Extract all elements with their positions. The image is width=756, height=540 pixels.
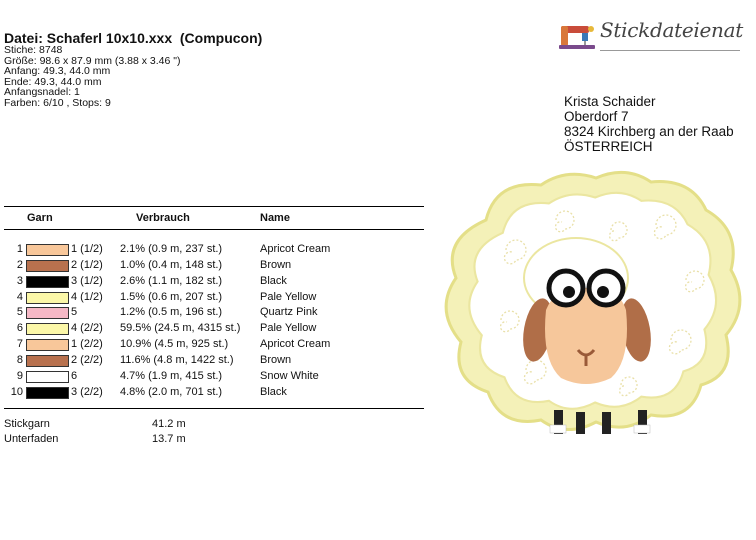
thread-usage: 11.6% (4.8 m, 1422 st.) — [120, 353, 234, 366]
thread-usage: 1.5% (0.6 m, 207 st.) — [120, 290, 223, 303]
needle-number: 4 (1/2) — [71, 290, 103, 303]
start-point: Anfang: 49.3, 44.0 mm — [4, 65, 111, 78]
row-index: 5 — [16, 306, 23, 319]
row-index: 9 — [16, 369, 23, 382]
color-name: Apricot Cream — [260, 338, 331, 351]
row-index: 6 — [16, 322, 23, 335]
needle-number: 4 (2/2) — [71, 322, 103, 335]
bobbin-total-value: 13.7 m — [152, 433, 186, 445]
color-swatch — [26, 323, 69, 335]
color-stop-count: Farben: 6/10 , Stops: 9 — [4, 96, 111, 109]
color-swatch — [26, 307, 69, 319]
color-swatch — [26, 276, 69, 288]
needle-number: 2 (1/2) — [71, 258, 103, 271]
design-size: Größe: 98.6 x 87.9 mm (3.88 x 3.46 ") — [4, 54, 181, 67]
logo-underline — [600, 50, 740, 51]
table-row — [0, 291, 430, 307]
thread-total-label: Stickgarn — [4, 418, 50, 430]
color-swatch — [26, 260, 69, 272]
table-row — [0, 386, 430, 402]
color-swatch — [26, 371, 69, 383]
color-swatch — [26, 339, 69, 351]
color-name: Black — [260, 385, 287, 398]
column-header-yarn: Garn — [27, 212, 53, 224]
color-name: Quartz Pink — [260, 306, 318, 319]
thread-usage: 2.1% (0.9 m, 237 st.) — [120, 243, 223, 255]
address-street: Oberdorf 7 — [564, 109, 629, 124]
end-point: Ende: 49.3, 44.0 mm — [4, 75, 102, 88]
table-row — [0, 370, 430, 386]
needle-number: 1 (2/2) — [71, 338, 103, 351]
customer-address — [564, 94, 734, 154]
table-bottom-rule — [4, 408, 424, 409]
needle-number: 3 (2/2) — [71, 385, 103, 398]
needle-number: 3 (1/2) — [71, 274, 103, 287]
color-swatch — [26, 244, 69, 256]
color-name: Brown — [260, 258, 292, 271]
color-swatch — [26, 355, 69, 367]
stitch-count: Stiche: 8748 — [4, 44, 63, 56]
table-row — [0, 306, 430, 322]
thread-usage: 59.5% (24.5 m, 4315 st.) — [120, 322, 241, 335]
row-index: 2 — [16, 258, 23, 271]
color-name: Snow White — [260, 369, 319, 382]
color-name: Apricot Cream — [260, 243, 331, 255]
table-row — [0, 259, 430, 275]
row-index: 8 — [16, 353, 23, 366]
row-index: 10 — [10, 385, 23, 398]
color-name: Pale Yellow — [260, 290, 317, 303]
needle-number: 5 — [71, 306, 78, 319]
thread-usage: 4.7% (1.9 m, 415 st.) — [120, 369, 223, 382]
file-title: Datei: Schaferl 10x10.xxx (Compucon) — [4, 30, 263, 46]
thread-usage: 1.0% (0.4 m, 148 st.) — [120, 258, 223, 271]
bobbin-total-label: Unterfaden — [4, 433, 59, 445]
thread-usage: 2.6% (1.1 m, 182 st.) — [120, 274, 223, 287]
table-row — [0, 275, 430, 291]
thread-usage: 4.8% (2.0 m, 701 st.) — [120, 385, 223, 398]
table-header-rule — [4, 229, 424, 230]
sheep-embroidery-icon — [426, 160, 756, 460]
table-top-rule — [4, 206, 424, 207]
address-country: ÖSTERREICH — [564, 139, 653, 154]
color-swatch — [26, 387, 69, 399]
thread-usage: 10.9% (4.5 m, 925 st.) — [120, 338, 229, 351]
row-index: 4 — [16, 290, 23, 303]
color-name: Pale Yellow — [260, 322, 317, 335]
thread-total-value: 41.2 m — [152, 418, 186, 430]
brand-logo — [556, 12, 746, 52]
address-name: Krista Schaider — [564, 94, 656, 109]
table-row — [0, 338, 430, 354]
color-name: Brown — [260, 353, 292, 366]
table-row — [0, 243, 430, 259]
brand-name: Stickdateienat — [600, 18, 743, 42]
color-name: Black — [260, 274, 287, 287]
address-city: 8324 Kirchberg an der Raab — [564, 124, 734, 139]
needle-number: 6 — [71, 369, 78, 382]
color-swatch — [26, 292, 69, 304]
table-row — [0, 354, 430, 370]
file-metadata — [4, 45, 180, 109]
column-header-name: Name — [260, 212, 290, 224]
row-index: 1 — [16, 243, 23, 255]
table-row — [0, 322, 430, 338]
column-header-usage: Verbrauch — [136, 212, 190, 224]
needle-number: 1 (1/2) — [71, 243, 103, 255]
thread-usage: 1.2% (0.5 m, 196 st.) — [120, 306, 223, 319]
needle-number: 2 (2/2) — [71, 353, 103, 366]
row-index: 7 — [16, 338, 23, 351]
sewing-machine-icon — [558, 18, 598, 52]
start-needle: Anfangsnadel: 1 — [4, 86, 80, 99]
row-index: 3 — [16, 274, 23, 287]
